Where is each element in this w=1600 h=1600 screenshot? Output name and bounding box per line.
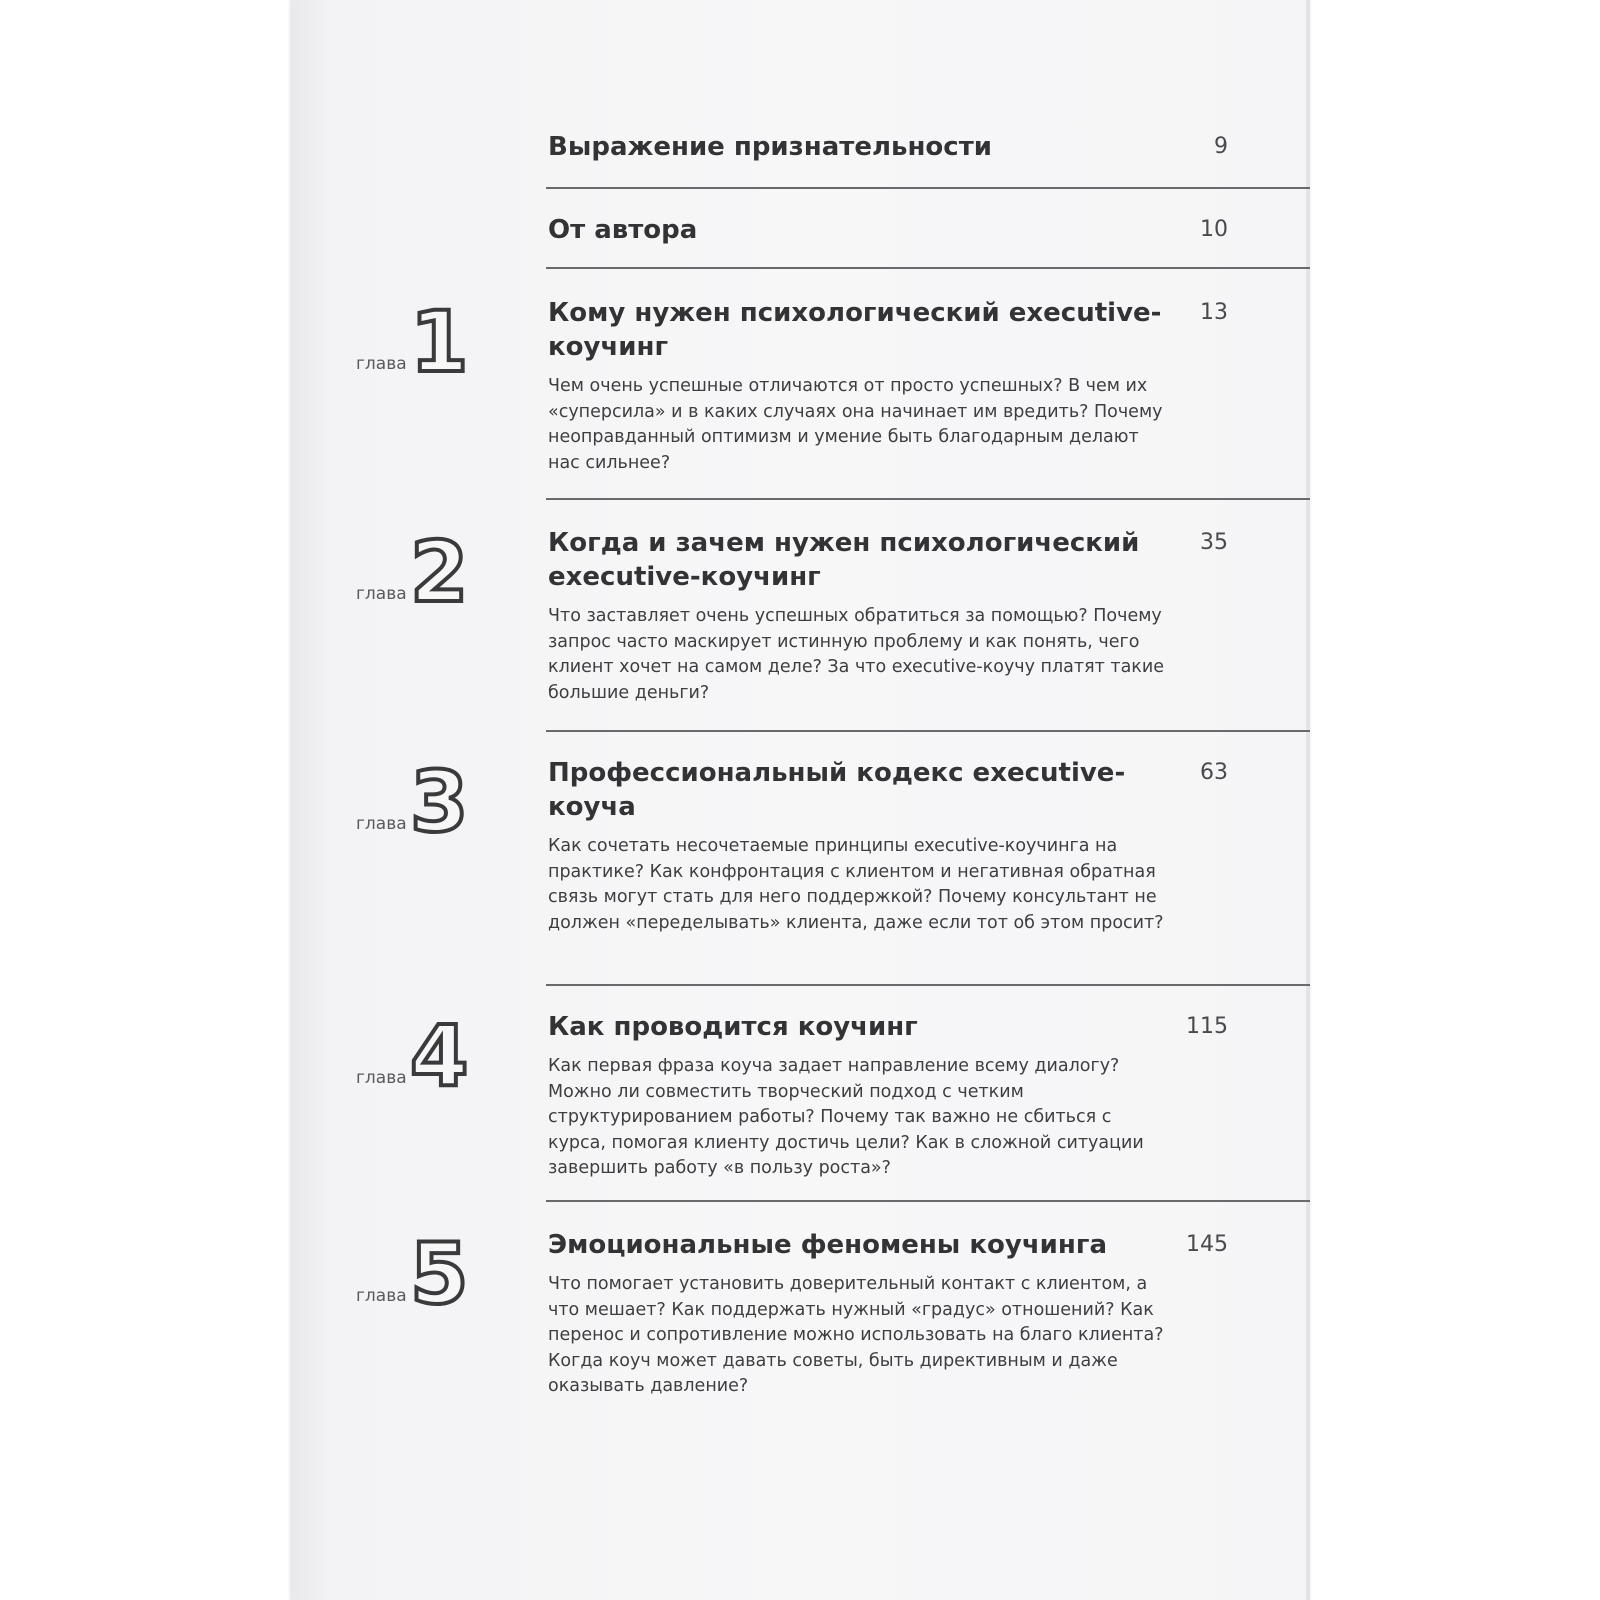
chapter-number: 3 — [410, 753, 469, 851]
book-page — [290, 0, 1310, 1600]
chapter-title: Профессиональный кодекс executive-коуча — [548, 758, 1126, 822]
chapter-label: глава — [356, 354, 407, 374]
chapter-number: 5 — [410, 1225, 469, 1323]
chapter-title: Как проводится коучинг — [548, 1012, 918, 1042]
chapter-description: Как сочетать несочетаемые принципы executive-коучинга на практике? Как конфронтация с клиентом и негативная обратная связь могут стать для него поддержкой? Почему консультант не должен «переделывать» клиента, даже если тот об этом просит? — [548, 836, 1164, 933]
toc-chapter-1 — [290, 293, 1310, 496]
chapter-number: 2 — [410, 523, 469, 621]
divider — [546, 498, 1310, 500]
toc-page-number: 115 — [1186, 1014, 1228, 1039]
divider — [546, 730, 1310, 732]
divider — [546, 187, 1310, 189]
toc-page-number: 35 — [1200, 530, 1228, 555]
chapter-title: Кому нужен психологический executive-коучинг — [548, 298, 1162, 362]
toc-page-number: 145 — [1186, 1232, 1228, 1257]
chapter-label: глава — [356, 814, 407, 834]
toc-entry-title: Выражение признательности — [548, 132, 992, 162]
toc-page-number: 10 — [1200, 217, 1228, 242]
chapter-label: глава — [356, 1068, 407, 1088]
chapter-description: Что помогает установить доверительный контакт с клиентом, а что мешает? Как поддержать нужный «градус» отношений? Как перенос и сопротивление можно использовать на благо клиента? Когда коуч может давать советы, быть директивным и даже оказывать давление? — [548, 1274, 1164, 1396]
chapter-title: Эмоциональные феномены коучинга — [548, 1230, 1107, 1260]
toc-chapter-3 — [290, 753, 1310, 976]
divider — [546, 267, 1310, 269]
divider — [546, 984, 1310, 986]
toc-page-number: 13 — [1200, 300, 1228, 325]
toc-page-number: 9 — [1214, 134, 1228, 159]
chapter-description: Чем очень успешные отличаются от просто успешных? В чем их «суперсила» и в каких случаях она начинает им вредить? Почему неоправданный оптимизм и умение быть благодарным делают нас сильнее? — [548, 376, 1163, 473]
chapter-description: Что заставляет очень успешных обратиться за помощью? Почему запрос часто маскирует истинную проблему и как понять, чего клиент хочет на самом деле? За что executive-коучу платят такие большие деньги? — [548, 606, 1165, 703]
toc-chapter-5 — [290, 1225, 1310, 1428]
chapter-number: 4 — [410, 1007, 469, 1105]
toc-chapter-2 — [290, 523, 1310, 726]
chapter-label: глава — [356, 1286, 407, 1306]
chapter-label: глава — [356, 584, 407, 604]
divider — [546, 1200, 1310, 1202]
toc-page-number: 63 — [1200, 760, 1228, 785]
chapter-number: 1 — [410, 293, 469, 391]
toc-chapter-4 — [290, 1007, 1310, 1210]
chapter-description: Как первая фраза коуча задает направление всему диалогу? Можно ли совместить творческий подход с четким структурированием работы? Почему так важно не сбиться с курса, помогая клиенту достичь цели? Как в сложной ситуации завершить работу «в пользу роста»? — [548, 1056, 1144, 1178]
toc-entry-title: От автора — [548, 215, 698, 245]
chapter-title: Когда и зачем нужен психологический executive-коучинг — [548, 528, 1140, 592]
